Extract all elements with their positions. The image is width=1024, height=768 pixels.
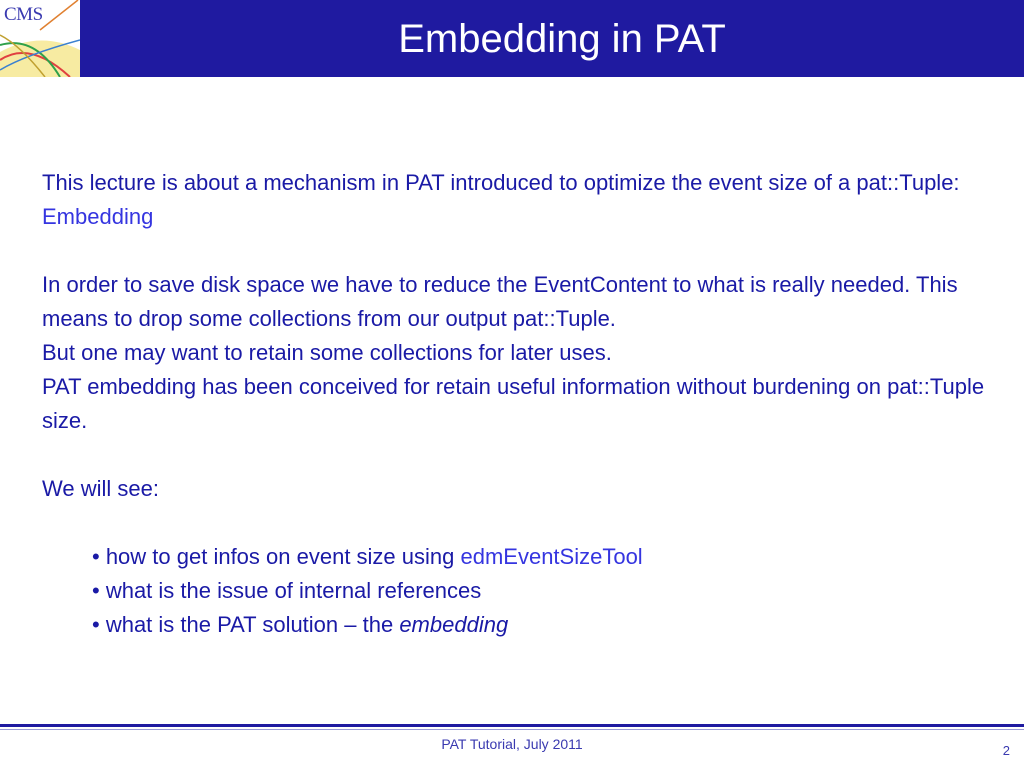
bullet-text: • what is the PAT solution – the xyxy=(92,612,400,637)
bullet-item xyxy=(92,574,1002,608)
we-will-see: We will see: xyxy=(42,476,159,501)
page-number: 2 xyxy=(1002,743,1010,758)
slide-body xyxy=(42,166,1002,642)
intro-text: This lecture is about a mechanism in PAT introduced to optimize the event size of a pat::Tuple: xyxy=(42,170,960,195)
retain-paragraph: But one may want to retain some collections for later uses. xyxy=(42,340,612,365)
disk-space-paragraph: In order to save disk space we have to reduce the EventContent to what is really needed. This means to drop some collections from our output pat::Tuple. xyxy=(42,272,958,331)
footer-divider-thin xyxy=(0,729,1024,730)
bullet-item xyxy=(92,608,1002,642)
edm-tool-term: edmEventSizeTool xyxy=(460,544,643,569)
embedding-emphasis: embedding xyxy=(399,612,509,637)
footer-divider xyxy=(0,724,1024,727)
bullet-list xyxy=(92,540,1002,642)
cms-logo xyxy=(0,0,80,77)
logo-text: CMS xyxy=(4,4,43,25)
slide-title: Embedding in PAT xyxy=(398,17,726,61)
embedding-term: Embedding xyxy=(42,204,154,229)
title-bar xyxy=(0,0,1024,77)
embedding-purpose-paragraph: PAT embedding has been conceived for retain useful information without burdening on pat::Tuple size. xyxy=(42,374,985,433)
bullet-item xyxy=(92,540,1002,574)
bullet-text: • how to get infos on event size using xyxy=(92,544,461,569)
bullet-text: • what is the issue of internal references xyxy=(92,578,482,603)
footer-text: PAT Tutorial, July 2011 xyxy=(441,736,583,752)
intro-paragraph xyxy=(42,166,1002,234)
